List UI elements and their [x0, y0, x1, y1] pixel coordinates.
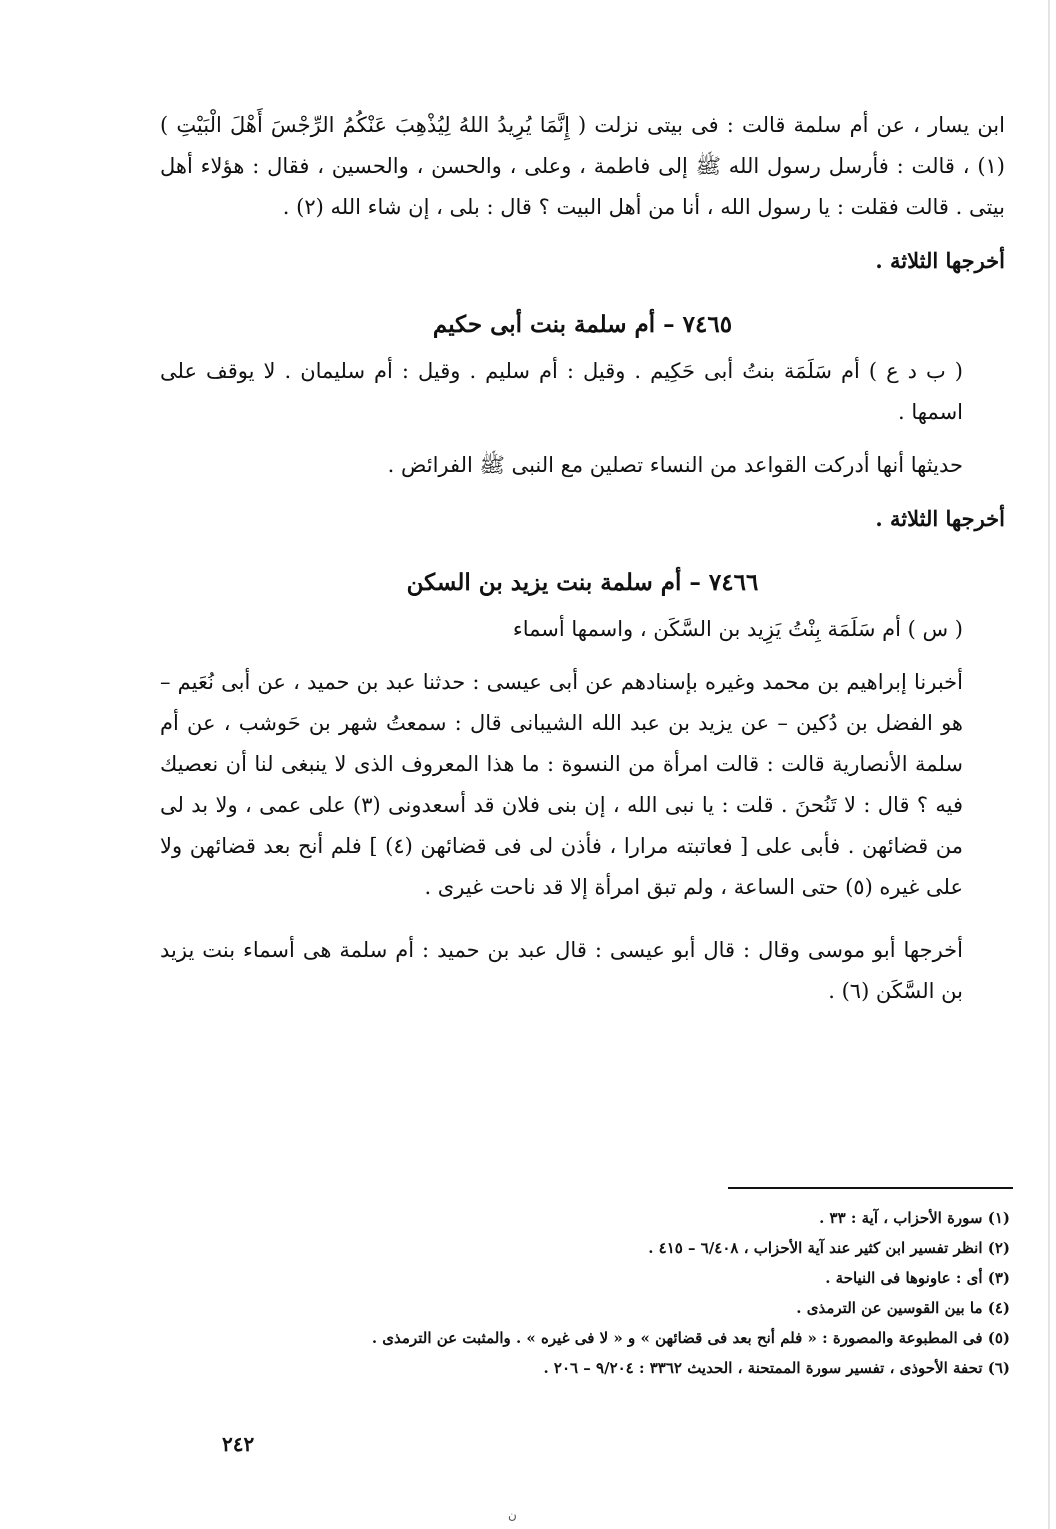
- footnote-4: (٤) ما بين القوسين عن الترمذى .: [796, 1299, 1010, 1317]
- paragraph-3: ( ب د ع ) أم سَلَمَة بنتُ أبى حَكِيم . وقيل : أم سليم . وقيل : أم سليمان . لا يوقف على اسمها .: [160, 359, 963, 424]
- scan-edge: [1048, 0, 1050, 1529]
- entry-heading-7466: ٧٤٦٦ – أم سلمة بنت يزيد بن السكن: [406, 569, 759, 596]
- paragraph-5: أخرجها الثلاثة .: [875, 506, 1005, 531]
- footnote-6: (٦) تحفة الأحوذى ، تفسير سورة الممتحنة ، الحديث ٣٣٦٢ : ٩/٢٠٤ – ٢٠٦ .: [543, 1359, 1010, 1377]
- paragraph-1: ابن يسار ، عن أم سلمة قالت : فى بيتى نزلت ( إِنَّمَا يُرِيدُ اللهُ لِيُذْهِبَ عَنْكُمُ الرِّجْسَ أَهْلَ الْبَيْتِ ) (١) ، قالت : فأرسل رسول الله ﷺ إلى فاطمة ، وعلى ، والحسن ، والحسين ، فقال : هؤلاء أهل بيتى . قالت فقلت : يا رسول الله ، أنا من أهل البيت ؟ قال : بلى ، إن شاء الله (٢) .: [160, 113, 1005, 219]
- entry-heading-7465: ٧٤٦٥ – أم سلمة بنت أبى حكيم: [432, 311, 733, 338]
- paragraph-8: أخرجها أبو موسى وقال : قال أبو عيسى : قال عبد بن حميد : أم سلمة هى أسماء بنت يزيد بن السَّكَن (٦) .: [160, 938, 963, 1003]
- paragraph-2: أخرجها الثلاثة .: [875, 248, 1005, 273]
- main-text: [160, 105, 1005, 1012]
- footnote-2: (٢) انظر تفسير ابن كثير عند آية الأحزاب ، ٦/٤٠٨ – ٤١٥ .: [648, 1239, 1010, 1257]
- bottom-mark: ن: [508, 1508, 517, 1522]
- paragraph-4: حديثها أنها أدركت القواعد من النساء تصلين مع النبى ﷺ الفرائض .: [387, 453, 963, 477]
- footnote-1: (١) سورة الأحزاب ، آية : ٣٣ .: [819, 1209, 1010, 1227]
- paragraph-7: أخبرنا إبراهيم بن محمد وغيره بإسنادهم عن أبى عيسى : حدثنا عبد بن حميد ، عن أبى نُعَيم – هو الفضل بن دُكين – عن يزيد بن عبد الله الشيبانى قال : سمعتُ شهر بن حَوشب ، عن أم سلمة الأنصارية قالت : قالت امرأة من النسوة : ما هذا المعروف الذى لا ينبغى لنا أن نعصيك فيه ؟ قال : لا تَنُحنَ . قلت : يا نبى الله ، إن بنى فلان قد أسعدونى (٣) على عمى ، ولا بد لى من قضائهن . فأبى على [ فعاتبته مرارا ، فأذن لى فى قضائهن (٤) ] فلم أنح بعد قضائهن ولا على غيره (٥) حتى الساعة ، ولم تبق امرأة إلا قد ناحت غيرى .: [160, 670, 963, 899]
- footnotes: [300, 1203, 1010, 1383]
- page-number: ٢٤٢: [222, 1432, 255, 1456]
- footnote-3: (٣) أى : عاونوها فى النياحة .: [825, 1269, 1010, 1287]
- footnote-5: (٥) فى المطبوعة والمصورة : « فلم أنح بعد فى قضائهن » و « لا فى غيره » . والمثبت عن الترمذى .: [371, 1329, 1010, 1347]
- paragraph-6: ( س ) أم سَلَمَة بِنْتُ يَزِيد بن السَّكَن ، واسمها أسماء: [512, 617, 963, 641]
- footnote-divider: [728, 1187, 1013, 1189]
